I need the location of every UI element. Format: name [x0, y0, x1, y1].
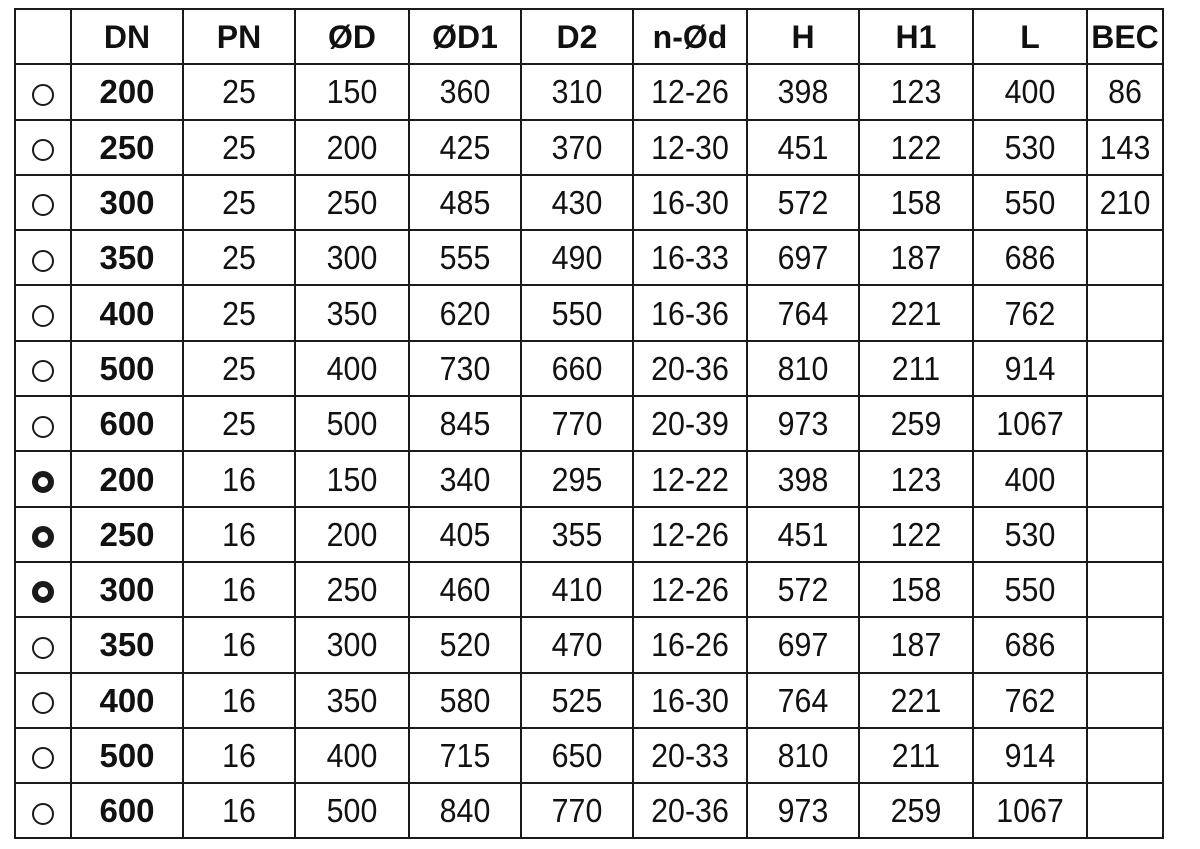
cell-bec: 86 [1090, 64, 1160, 119]
header-h1: H1 [859, 9, 973, 64]
cell-h: 697 [751, 617, 854, 672]
radio-empty-icon[interactable] [32, 692, 54, 714]
cell-od1: 845 [413, 396, 516, 451]
cell-h: 810 [751, 341, 854, 396]
radio-empty-icon[interactable] [32, 84, 54, 106]
cell-od1: 425 [413, 120, 516, 175]
cell-bec: 143 [1090, 120, 1160, 175]
cell-h1: 259 [864, 783, 969, 838]
row-select-cell[interactable] [15, 341, 71, 396]
cell-bec [1090, 230, 1160, 285]
cell-nd: 12-22 [638, 451, 743, 506]
cell-nd: 12-30 [638, 120, 743, 175]
header-h: H [747, 9, 859, 64]
cell-od: 400 [300, 341, 405, 396]
cell-h: 973 [751, 396, 854, 451]
row-select-cell[interactable] [15, 285, 71, 340]
table-row[interactable] [15, 617, 1163, 672]
row-select-cell[interactable] [15, 120, 71, 175]
cell-nd: 12-26 [638, 507, 743, 562]
cell-h: 764 [751, 673, 854, 728]
cell-d2: 370 [525, 120, 628, 175]
table-row[interactable] [15, 673, 1163, 728]
cell-bec [1090, 341, 1160, 396]
cell-d2: 470 [525, 617, 628, 672]
cell-dn: 300 [71, 175, 183, 230]
cell-bec [1090, 507, 1160, 562]
cell-pn: 25 [187, 230, 290, 285]
cell-pn: 16 [187, 673, 290, 728]
cell-l: 914 [978, 341, 1083, 396]
table-body [15, 64, 1163, 838]
cell-dn: 600 [71, 783, 183, 838]
cell-l: 686 [978, 617, 1083, 672]
cell-h1: 187 [864, 617, 969, 672]
cell-l: 550 [978, 175, 1083, 230]
cell-h1: 158 [864, 175, 969, 230]
cell-h: 451 [751, 507, 854, 562]
cell-od: 150 [300, 64, 405, 119]
cell-dn: 500 [71, 341, 183, 396]
cell-d2: 770 [525, 783, 628, 838]
cell-l: 1067 [978, 396, 1083, 451]
table-row[interactable] [15, 341, 1163, 396]
row-select-cell[interactable] [15, 562, 71, 617]
dimensions-table [14, 8, 1164, 839]
cell-h: 572 [751, 562, 854, 617]
radio-selected-icon[interactable] [32, 471, 54, 493]
cell-h: 973 [751, 783, 854, 838]
row-select-cell[interactable] [15, 783, 71, 838]
table-row[interactable] [15, 120, 1163, 175]
cell-h1: 187 [864, 230, 969, 285]
cell-nd: 20-36 [638, 783, 743, 838]
cell-pn: 16 [187, 507, 290, 562]
header-od1: ØD1 [409, 9, 521, 64]
cell-dn: 250 [71, 120, 183, 175]
cell-pn: 25 [187, 341, 290, 396]
cell-od: 400 [300, 728, 405, 783]
cell-od1: 620 [413, 285, 516, 340]
cell-h: 697 [751, 230, 854, 285]
cell-dn: 400 [71, 285, 183, 340]
cell-dn: 500 [71, 728, 183, 783]
header-od: ØD [295, 9, 409, 64]
cell-h: 398 [751, 451, 854, 506]
cell-pn: 16 [187, 562, 290, 617]
radio-empty-icon[interactable] [32, 803, 54, 825]
table-row[interactable] [15, 507, 1163, 562]
header-bec: BEC [1087, 9, 1163, 64]
table-row[interactable] [15, 728, 1163, 783]
cell-od: 500 [300, 396, 405, 451]
cell-bec: 210 [1090, 175, 1160, 230]
header-select [15, 9, 71, 64]
cell-bec [1090, 562, 1160, 617]
row-select-cell[interactable] [15, 396, 71, 451]
row-select-cell[interactable] [15, 64, 71, 119]
radio-selected-icon[interactable] [32, 526, 54, 548]
cell-h1: 122 [864, 120, 969, 175]
table-row[interactable] [15, 396, 1163, 451]
cell-d2: 410 [525, 562, 628, 617]
cell-l: 1067 [978, 783, 1083, 838]
cell-l: 530 [978, 120, 1083, 175]
cell-bec [1090, 673, 1160, 728]
cell-h: 764 [751, 285, 854, 340]
cell-h1: 158 [864, 562, 969, 617]
radio-empty-icon[interactable] [32, 637, 54, 659]
cell-nd: 16-33 [638, 230, 743, 285]
cell-dn: 250 [71, 507, 183, 562]
table-row[interactable] [15, 285, 1163, 340]
cell-od: 150 [300, 451, 405, 506]
header-dn: DN [71, 9, 183, 64]
cell-bec [1090, 783, 1160, 838]
cell-d2: 660 [525, 341, 628, 396]
row-select-cell[interactable] [15, 673, 71, 728]
cell-dn: 600 [71, 396, 183, 451]
row-select-cell[interactable] [15, 507, 71, 562]
table-row[interactable] [15, 783, 1163, 838]
cell-dn: 400 [71, 673, 183, 728]
cell-pn: 25 [187, 285, 290, 340]
cell-h1: 123 [864, 64, 969, 119]
cell-h1: 123 [864, 451, 969, 506]
cell-od1: 555 [413, 230, 516, 285]
cell-d2: 310 [525, 64, 628, 119]
radio-selected-icon[interactable] [32, 581, 54, 603]
cell-bec [1090, 451, 1160, 506]
cell-od1: 520 [413, 617, 516, 672]
radio-empty-icon[interactable] [32, 250, 54, 272]
cell-od1: 840 [413, 783, 516, 838]
cell-nd: 12-26 [638, 64, 743, 119]
cell-od: 350 [300, 285, 405, 340]
cell-od: 200 [300, 120, 405, 175]
cell-od: 300 [300, 230, 405, 285]
cell-od: 250 [300, 562, 405, 617]
cell-l: 550 [978, 562, 1083, 617]
cell-l: 686 [978, 230, 1083, 285]
cell-pn: 16 [187, 728, 290, 783]
cell-pn: 25 [187, 175, 290, 230]
cell-l: 400 [978, 64, 1083, 119]
header-pn: PN [183, 9, 295, 64]
cell-od: 500 [300, 783, 405, 838]
cell-nd: 16-30 [638, 673, 743, 728]
table-row[interactable] [15, 64, 1163, 119]
radio-empty-icon[interactable] [32, 416, 54, 438]
cell-od1: 340 [413, 451, 516, 506]
cell-bec [1090, 396, 1160, 451]
cell-h: 398 [751, 64, 854, 119]
cell-pn: 16 [187, 617, 290, 672]
cell-od1: 460 [413, 562, 516, 617]
cell-dn: 350 [71, 230, 183, 285]
cell-od1: 580 [413, 673, 516, 728]
cell-od1: 485 [413, 175, 516, 230]
cell-h: 810 [751, 728, 854, 783]
radio-empty-icon[interactable] [32, 305, 54, 327]
header-l: L [973, 9, 1087, 64]
cell-nd: 20-36 [638, 341, 743, 396]
cell-d2: 770 [525, 396, 628, 451]
row-select-cell[interactable] [15, 175, 71, 230]
cell-d2: 295 [525, 451, 628, 506]
cell-d2: 650 [525, 728, 628, 783]
cell-d2: 550 [525, 285, 628, 340]
cell-d2: 355 [525, 507, 628, 562]
cell-pn: 16 [187, 451, 290, 506]
cell-h1: 259 [864, 396, 969, 451]
cell-h1: 122 [864, 507, 969, 562]
cell-h: 451 [751, 120, 854, 175]
cell-l: 400 [978, 451, 1083, 506]
cell-pn: 25 [187, 64, 290, 119]
row-select-cell[interactable] [15, 617, 71, 672]
table-row[interactable] [15, 230, 1163, 285]
cell-h1: 221 [864, 673, 969, 728]
header-row [15, 9, 1163, 64]
radio-empty-icon[interactable] [32, 747, 54, 769]
cell-h1: 211 [864, 728, 969, 783]
cell-nd: 16-30 [638, 175, 743, 230]
cell-od: 350 [300, 673, 405, 728]
table-row[interactable] [15, 451, 1163, 506]
table-row[interactable] [15, 175, 1163, 230]
cell-nd: 16-36 [638, 285, 743, 340]
header-nd: n-Ød [633, 9, 747, 64]
cell-od1: 405 [413, 507, 516, 562]
table-row[interactable] [15, 562, 1163, 617]
cell-l: 762 [978, 285, 1083, 340]
header-d2: D2 [521, 9, 633, 64]
cell-nd: 20-33 [638, 728, 743, 783]
cell-od: 250 [300, 175, 405, 230]
cell-d2: 490 [525, 230, 628, 285]
cell-h1: 211 [864, 341, 969, 396]
cell-bec [1090, 285, 1160, 340]
cell-od: 300 [300, 617, 405, 672]
cell-l: 530 [978, 507, 1083, 562]
cell-od1: 715 [413, 728, 516, 783]
cell-l: 762 [978, 673, 1083, 728]
radio-empty-icon[interactable] [32, 360, 54, 382]
spec-sheet [14, 8, 1164, 839]
cell-od: 200 [300, 507, 405, 562]
radio-empty-icon[interactable] [32, 139, 54, 161]
cell-bec [1090, 728, 1160, 783]
cell-bec [1090, 617, 1160, 672]
cell-pn: 25 [187, 396, 290, 451]
row-select-cell[interactable] [15, 728, 71, 783]
cell-dn: 350 [71, 617, 183, 672]
cell-h1: 221 [864, 285, 969, 340]
cell-dn: 200 [71, 64, 183, 119]
cell-h: 572 [751, 175, 854, 230]
cell-d2: 525 [525, 673, 628, 728]
cell-dn: 200 [71, 451, 183, 506]
row-select-cell[interactable] [15, 451, 71, 506]
cell-pn: 25 [187, 120, 290, 175]
cell-od1: 730 [413, 341, 516, 396]
cell-pn: 16 [187, 783, 290, 838]
radio-empty-icon[interactable] [32, 194, 54, 216]
cell-d2: 430 [525, 175, 628, 230]
cell-nd: 12-26 [638, 562, 743, 617]
cell-od1: 360 [413, 64, 516, 119]
cell-dn: 300 [71, 562, 183, 617]
cell-nd: 20-39 [638, 396, 743, 451]
cell-l: 914 [978, 728, 1083, 783]
row-select-cell[interactable] [15, 230, 71, 285]
cell-nd: 16-26 [638, 617, 743, 672]
